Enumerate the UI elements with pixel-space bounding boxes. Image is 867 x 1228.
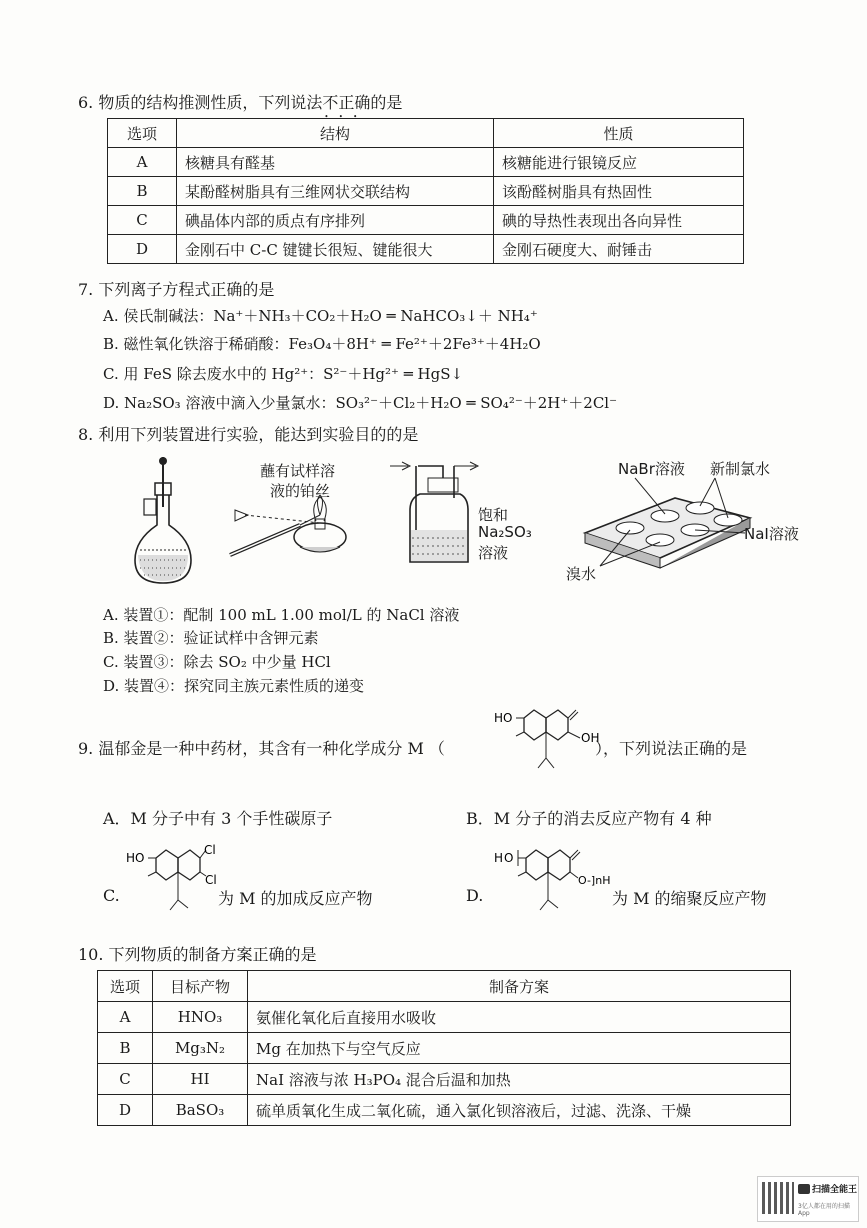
q6-stem-end: 的是 (370, 93, 403, 112)
row-structure: 某酚醛树脂具有三维网状交联结构 (177, 177, 494, 206)
table-row (98, 1002, 791, 1033)
molecule-c-figure (126, 842, 226, 932)
wash-bottle-figure (388, 458, 478, 568)
scanner-logo-icon (798, 1184, 810, 1194)
scanner-app-name: 扫描全能王 (812, 1185, 858, 1195)
table-row (108, 177, 744, 206)
q9-stem-a: 9. 温郁金是一种中药材，其含有一种化学成分 M （ (78, 739, 445, 758)
nai-label: NaI溶液 (744, 525, 799, 543)
q9-option-d-text: 为 M 的缩聚反应产物 (612, 889, 767, 908)
chlorine-water-label: 新制氯水 (710, 460, 771, 478)
header-option: 选项 (108, 119, 177, 148)
bromine-water-label: 溴水 (566, 565, 597, 583)
row-property: 核糖能进行银镜反应 (494, 148, 744, 177)
wire-label-2: 液的铂丝 (270, 482, 331, 500)
table-row (108, 235, 744, 264)
row-option: D (108, 235, 177, 264)
q9-stem-b: ），下列说法正确的是 (595, 739, 748, 758)
row-option: B (98, 1033, 153, 1064)
q8-option-b: B. 装置②：验证试样中含钾元素 (103, 629, 319, 647)
q7-option-a: A. 侯氏制碱法：Na⁺＋NH₃＋CO₂＋H₂O ═ NaHCO₃↓＋ NH₄⁺ (103, 307, 538, 325)
table-row (108, 148, 744, 177)
header-property: 性质 (494, 119, 744, 148)
oh-label: OH (581, 731, 600, 745)
q10-stem: 10. 下列物质的制备方案正确的是 (78, 945, 317, 964)
q9-option-a: A．M 分子中有 3 个手性碳原子 (103, 809, 333, 828)
header-method: 制备方案 (248, 971, 791, 1002)
ho-label: HO (126, 851, 145, 865)
q8-stem: 8. 利用下列装置进行实验，能达到实验目的的是 (78, 425, 419, 444)
header-option: 选项 (98, 971, 153, 1002)
row-option: C (108, 206, 177, 235)
row-property: 金刚石硬度大、耐锤击 (494, 235, 744, 264)
table-header-row (108, 119, 744, 148)
row-method: Mg 在加热下与空气反应 (248, 1033, 791, 1064)
scanner-watermark (757, 1176, 859, 1222)
q8-option-d: D. 装置④：探究同主族元素性质的递变 (103, 677, 365, 695)
row-structure: 核糖具有醛基 (177, 148, 494, 177)
row-option: C (98, 1064, 153, 1095)
row-option: A (98, 1002, 153, 1033)
nabr-label: NaBr溶液 (618, 460, 685, 478)
q6-stem (78, 90, 402, 113)
q9-option-b: B．M 分子的消去反应产物有 4 种 (466, 809, 712, 828)
row-product: BaSO₃ (153, 1095, 248, 1126)
row-method: 氨催化氧化后直接用水吸收 (248, 1002, 791, 1033)
row-product: Mg₃N₂ (153, 1033, 248, 1064)
row-option: D (98, 1095, 153, 1126)
row-structure: 金刚石中 C-C 键键长很短、键能很大 (177, 235, 494, 264)
molecule-m-figure (494, 706, 604, 791)
saturated-label-1: 饱和 (478, 506, 509, 524)
q9-option-d-label: D. (466, 886, 484, 905)
q7-option-d: D. Na₂SO₃ 溶液中滴入少量氯水：SO₃²⁻＋Cl₂＋H₂O ═ SO₄²⁻＋2H⁺＋2Cl⁻ (103, 394, 618, 412)
q6-stem-text: 6. 物质的结构推测性质，下列说法 (78, 93, 323, 112)
q6-table (107, 118, 744, 264)
row-property: 该酚醛树脂具有热固性 (494, 177, 744, 206)
flame-test-figure (220, 495, 370, 565)
row-method: 硫单质氧化生成二氧化硫，通入氯化钡溶液后，过滤、洗涤、干燥 (248, 1095, 791, 1126)
q8-option-c: C. 装置③：除去 SO₂ 中少量 HCl (103, 653, 331, 671)
row-product: HI (153, 1064, 248, 1095)
q10-table (97, 970, 791, 1126)
scanner-tagline: 3亿人都在用的扫描App (798, 1203, 850, 1217)
q7-stem: 7. 下列离子方程式正确的是 (78, 280, 275, 299)
qr-code-icon (762, 1182, 794, 1214)
q7-option-c: C. 用 FeS 除去废水中的 Hg²⁺：S²⁻＋Hg²⁺ ═ HgS↓ (103, 365, 464, 383)
saturated-label-3: 溶液 (478, 544, 509, 562)
o-label: O (504, 851, 514, 865)
row-method: NaI 溶液与浓 H₃PO₄ 混合后温和加热 (248, 1064, 791, 1095)
row-option: A (108, 148, 177, 177)
table-row (98, 1033, 791, 1064)
table-row (108, 206, 744, 235)
q7-option-b: B. 磁性氧化铁溶于稀硝酸：Fe₃O₄＋8H⁺ ═ Fe²⁺＋2Fe³⁺＋4H₂O (103, 335, 541, 353)
table-row (98, 1064, 791, 1095)
header-product: 目标产物 (153, 971, 248, 1002)
q8-option-a: A. 装置①：配制 100 mL 1.00 mol/L 的 NaCl 溶液 (103, 606, 460, 624)
q6-emphasis: 不正确 • • • (322, 93, 370, 112)
volumetric-flask-figure (130, 455, 200, 590)
ho-label: HO (494, 711, 513, 725)
row-product: HNO₃ (153, 1002, 248, 1033)
spot-plate-figure (580, 478, 760, 573)
o-polymer-label: O-]nH (578, 874, 611, 887)
q9-option-c-text: 为 M 的加成反应产物 (218, 889, 373, 908)
h-label: H (494, 851, 504, 865)
row-structure: 碘晶体内部的质点有序排列 (177, 206, 494, 235)
cl-label: Cl (205, 873, 217, 887)
row-property: 碘的导热性表现出各向异性 (494, 206, 744, 235)
saturated-label-2: Na₂SO₃ (478, 523, 532, 541)
table-row (98, 1095, 791, 1126)
q9-option-c-label: C. (103, 886, 120, 905)
molecule-d-figure (494, 842, 614, 932)
cl-label: Cl (204, 843, 216, 857)
header-structure: 结构 (177, 119, 494, 148)
table-header-row (98, 971, 791, 1002)
wire-label-1: 蘸有试样溶 (260, 462, 336, 480)
row-option: B (108, 177, 177, 206)
